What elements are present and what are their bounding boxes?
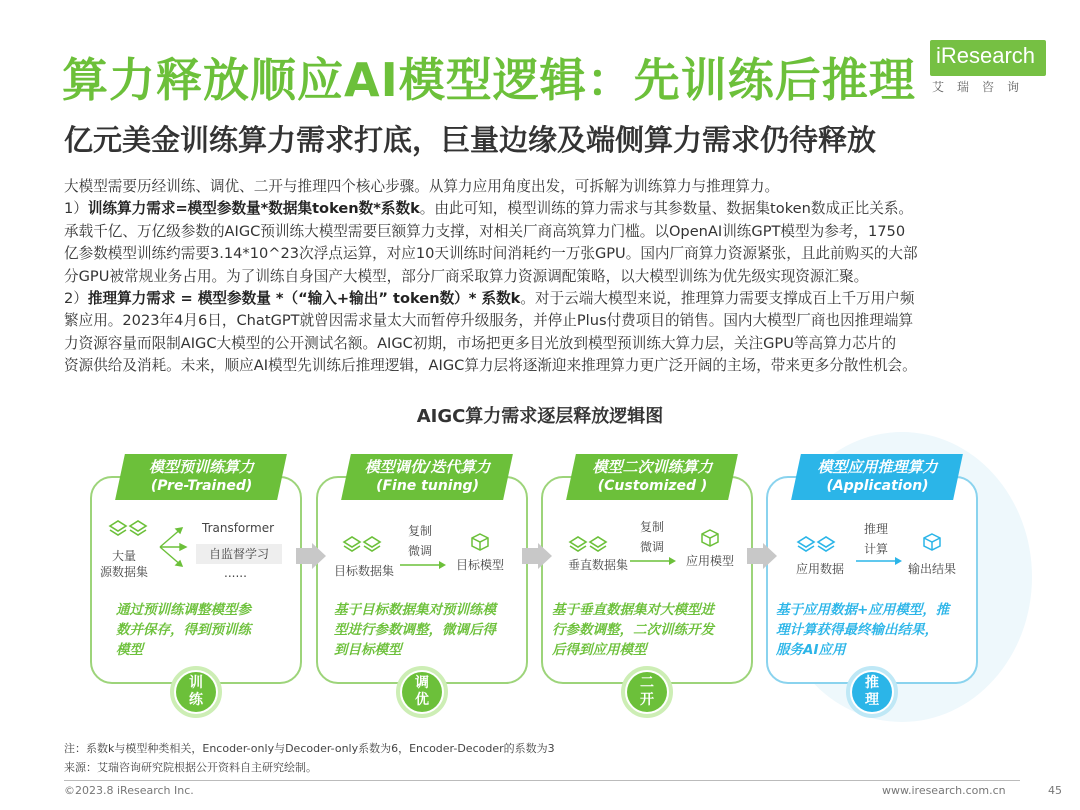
formula-inference: 推理算力需求 = 模型参数量 *（“输入+输出” token数）* 系数k <box>87 290 521 308</box>
desc-line: 数并保存，得到预训练 <box>116 622 251 638</box>
phase3-op-finetune: 微调 <box>640 540 665 554</box>
stage-char: 理 <box>865 692 879 708</box>
body-line <box>64 198 1024 220</box>
dataset-icon <box>796 534 838 556</box>
formula-training: 训练算力需求=模型参数量*数据集token数*系数k <box>87 200 420 218</box>
source-note: 来源：艾瑞咨询研究院根据公开资料自主研究绘制。 <box>64 761 317 774</box>
desc-line: 通过预训练调整模型参 <box>116 602 251 618</box>
phase3-op-copy: 复制 <box>640 520 665 534</box>
body-line: 亿参数模型训练约需要3.14*10^23次浮点运算，对应10天训练时间消耗约一万张GPU。国内厂商算力资源紧张，且此前购买的大部 <box>64 245 918 263</box>
chevron-right-icon <box>522 543 552 569</box>
body-line: 资源供给及消耗。未来，顺应AI模型先训练后推理逻辑，AIGC算力层将逐渐迎来推理算力更广泛开阔的主场，带来更多分散性机会。 <box>64 357 917 375</box>
arrow-right-icon <box>630 556 678 566</box>
fan-arrows-icon <box>158 522 188 572</box>
body-line <box>64 288 1024 310</box>
dataset-icon <box>568 534 610 556</box>
phase-name-en: (Pre-Trained) <box>150 478 253 494</box>
stage-char: 开 <box>640 692 654 708</box>
phase2-output-label: 目标模型 <box>456 558 505 572</box>
phase4-op-infer: 推理 <box>864 522 889 536</box>
stage-char: 练 <box>189 692 203 708</box>
phase3-input-label: 垂直数据集 <box>568 558 629 572</box>
phase4-output-label: 输出结果 <box>908 562 957 576</box>
body-text-span: 。对于云端大模型来说，推理算力需要支撑成百上千万用户频 <box>520 290 915 308</box>
phase-header-pretrain <box>115 454 287 500</box>
desc-line: 型进行参数调整，微调后得 <box>334 622 496 638</box>
phase4-op-compute: 计算 <box>864 542 889 556</box>
result-cube-icon <box>922 532 942 552</box>
diagram-title: AIGC算力需求逐层释放逻辑图 <box>416 406 664 427</box>
phase2-op-copy: 复制 <box>408 524 433 538</box>
body-line: 力资源容量而限制AIGC大模型的公开测试名额。AIGC初期，市场把更多目光放到模型预训练大算力层，关注GPU等高算力芯片的 <box>64 334 897 352</box>
dataset-icon <box>108 518 150 540</box>
body-text <box>64 176 1024 378</box>
phase2-description <box>334 600 496 660</box>
logo-text: iResearch <box>936 43 1036 68</box>
page-title: 算力释放顺应AI模型逻辑：先训练后推理 <box>62 53 916 107</box>
phase4-input-label: 应用数据 <box>796 562 845 576</box>
phase1-description <box>116 600 251 660</box>
stage-badge-develop <box>621 666 673 718</box>
phase-header-application <box>791 454 963 500</box>
phase-name-cn: 模型应用推理算力 <box>817 458 938 476</box>
phase4-description <box>776 600 949 660</box>
body-line: 大模型需要历经训练、调优、二开与推理四个核心步骤。从算力应用角度出发，可拆解为训练算力与推理算力。 <box>64 178 780 195</box>
stage-char: 推 <box>865 675 879 691</box>
phase-name-cn: 模型二次训练算力 <box>592 458 713 476</box>
footer-website: www.iresearch.com.cn <box>882 784 1006 797</box>
footer-divider <box>64 780 1020 781</box>
stage-badge-train <box>170 666 222 718</box>
list-marker: 1） <box>64 200 88 218</box>
body-line: 分GPU被常规业务占用。为了训练自身国产大模型，部分厂商采取算力资源调配策略，以大模型训练为优先级实现资源汇聚。 <box>64 267 869 285</box>
desc-line: 基于目标数据集对预训练模 <box>334 602 496 618</box>
footer-copyright: ©2023.8 iResearch Inc. <box>64 784 194 797</box>
desc-line: 理计算获得最终输出结果， <box>776 622 938 638</box>
method-transformer: Transformer <box>202 521 275 535</box>
desc-line: 基于垂直数据集对大模型进 <box>552 602 714 618</box>
phase-name-cn: 模型预训练算力 <box>149 458 255 476</box>
page-subtitle: 亿元美金训练算力需求打底，巨量边缘及端侧算力需求仍待释放 <box>64 123 877 157</box>
desc-line: 行参数调整，二次训练开发 <box>552 622 714 638</box>
desc-line: 后得到应用模型 <box>552 642 647 658</box>
body-line: 承载千亿、万亿级参数的AIGC预训练大模型需要巨额算力支撑，对相关厂商高筑算力门槛。以OpenAI训练GPT模型为参考，1750 <box>64 222 906 240</box>
stage-char: 二 <box>640 675 654 691</box>
desc-line: 模型 <box>116 642 143 658</box>
phase2-op-finetune: 微调 <box>408 544 433 558</box>
method-ellipsis: ...... <box>224 566 247 580</box>
phase3-output-label: 应用模型 <box>686 554 735 568</box>
phase-name-en: (Customized ) <box>597 478 708 494</box>
body-line: 繁应用。2023年4月6日，ChatGPT就曾因需求量太大而暂停升级服务，并停止Plus付费项目的销售。国内大模型厂商也因推理端算 <box>64 312 914 330</box>
desc-line: 基于应用数据+应用模型，推 <box>776 602 950 618</box>
phase-header-finetune <box>341 454 513 500</box>
arrow-right-icon <box>400 560 448 570</box>
arrow-right-icon <box>856 556 904 566</box>
phase-name-cn: 模型调优/迭代算力 <box>364 458 491 476</box>
phase2-input-label: 目标数据集 <box>334 564 395 578</box>
phase-name-en: (Application) <box>826 478 929 494</box>
page-number: 45 <box>1048 784 1062 797</box>
phase1-input-label: 大量 源数据集 <box>100 549 149 579</box>
iresearch-logo <box>930 36 1048 100</box>
chevron-right-icon <box>747 543 777 569</box>
logo-subtext: 艾瑞咨询 <box>932 80 1033 94</box>
stage-char: 调 <box>415 675 429 691</box>
footnote: 注：系数k与模型种类相关，Encoder-only与Decoder-only系数为6，Encoder-Decoder的系数为3 <box>64 742 555 755</box>
stage-badge-tune <box>396 666 448 718</box>
stage-char: 优 <box>415 692 429 708</box>
phase-header-customized <box>566 454 738 500</box>
list-marker: 2） <box>64 290 88 308</box>
body-text-span: 。由此可知，模型训练的算力需求与其参数量、数据集token数成正比关系。 <box>419 200 914 218</box>
desc-line: 服务AI应用 <box>776 642 846 658</box>
model-cube-icon <box>470 532 490 552</box>
stage-char: 训 <box>189 675 203 691</box>
chevron-right-icon <box>296 543 326 569</box>
dataset-icon <box>342 534 384 556</box>
model-cube-icon <box>700 528 720 548</box>
desc-line: 到目标模型 <box>334 642 402 658</box>
method-self-supervised: 自监督学习 <box>196 544 282 564</box>
stage-badge-infer <box>846 666 898 718</box>
phase3-description <box>552 600 714 660</box>
phase-name-en: (Fine tuning) <box>376 478 479 494</box>
